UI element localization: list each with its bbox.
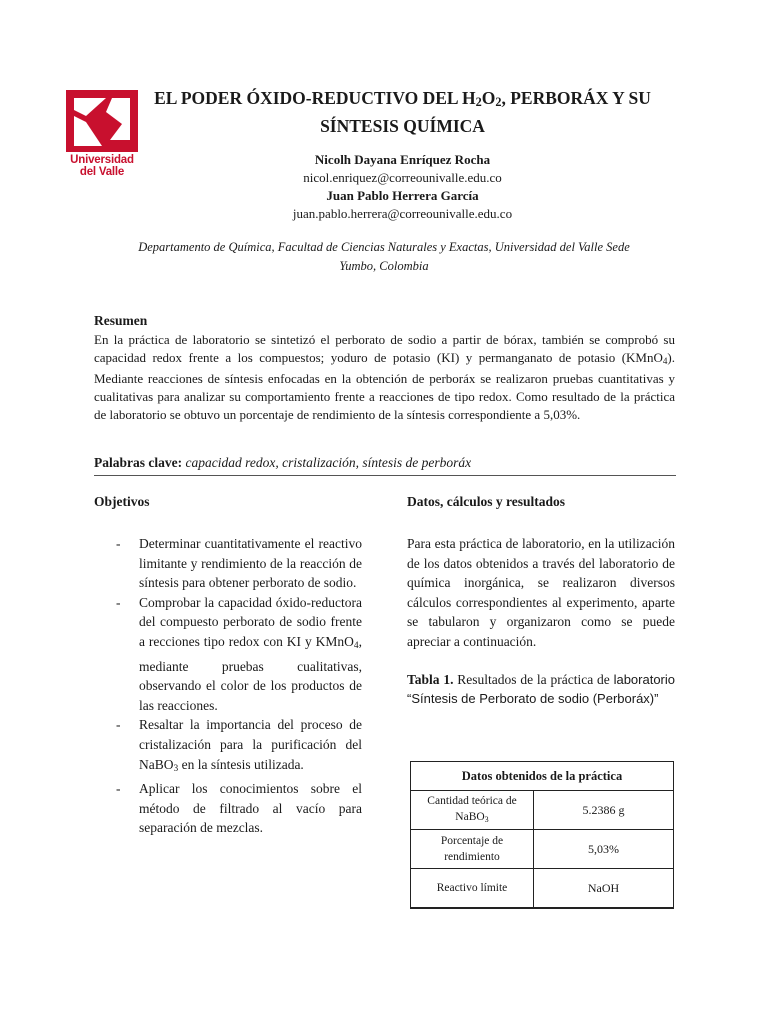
- objective-item: - Comprobar la capacidad óxido-reductora del compuesto perborato de sodio frente a recciones tipo redox con KI y KMnO$_4$, mediante pruebas cualitativas, observando el color de los productos de las reacciones.: [94, 593, 362, 716]
- table-cell-value: NaOH: [534, 869, 674, 909]
- author-email-1[interactable]: nicol.enriquez@correounivalle.edu.co: [303, 170, 502, 185]
- keywords-list: capacidad redox, cristalización, síntesis de perboráx: [185, 455, 472, 470]
- section-divider: [94, 475, 676, 476]
- objective-item: - Resaltar la importancia del proceso de cristalización para la purificación del NaBO$_3$ en la síntesis utilizada.: [94, 715, 362, 779]
- table-caption: Tabla 1. Resultados de la práctica de laboratorio “Síntesis de Perborato de sodio (Perboráx)”: [407, 671, 676, 707]
- logo-text-line2: del Valle: [79, 166, 125, 178]
- logo-text-line1: Universidad: [70, 154, 134, 166]
- objectives-column: [94, 494, 362, 838]
- abstract-text: En la práctica de laboratorio se sintetizó el perborato de sodio a partir de bórax, también se comprobó su capacidad redox frente a los compuestos; yoduro de potasio (KI) y permanganato de potasio (KMnO$_4$). Mediante reacciones de síntesis enfocadas en la obtención de perboráx se realizaron pruebas cuantitativas y cualitativas para analizar su comportamiento frente a reacciones de tipo redox. Como resultado de la práctica de laboratorio se obtuvo un porcentaje de rendimiento de la síntesis correspondiente a 5,03%.: [94, 332, 675, 422]
- author-email-2[interactable]: juan.pablo.herrera@correounivalle.edu.co: [292, 206, 513, 221]
- results-body: Para esta práctica de laboratorio, en la utilización de los datos obtenidos a través del laboratorio de química inorgánica, se realizaron diversos cálculos correspondientes al experimento, aparte se tabularon y organizaron como se puede apreciar a continuación.: [407, 536, 675, 649]
- table-row: [411, 791, 674, 830]
- objective-item: - Determinar cuantitativamente el reactivo limitante y rendimiento de la reacción de síntesis para obtener perborato de sodio.: [94, 534, 362, 593]
- results-heading: Datos, cálculos y resultados: [407, 494, 566, 509]
- table-row: [411, 869, 674, 909]
- abstract-heading: Resumen: [94, 313, 148, 328]
- objectives-heading: Objetivos: [94, 494, 150, 509]
- table-label: Tabla 1.: [407, 671, 454, 687]
- results-column: [407, 494, 675, 709]
- affiliation: Departamento de Química, Facultad de Ciencias Naturales y Exactas, Universidad del Valle Sede Yumbo, Colombia: [138, 240, 630, 273]
- table-cell-value: 5.2386 g: [534, 791, 674, 830]
- author-block: [130, 151, 675, 223]
- table-cell-value: 5,03%: [534, 830, 674, 869]
- table-row: [411, 830, 674, 869]
- table-header: Datos obtenidos de la práctica: [411, 762, 674, 791]
- univalle-logo-mark: [66, 90, 138, 152]
- table-cell-label: Cantidad teórica de NaBO$_3$: [411, 791, 534, 830]
- table-cell-label: Reactivo límite: [411, 869, 534, 909]
- paper-title-line2: SÍNTESIS QUÍMICA: [320, 116, 485, 136]
- university-logo: [66, 90, 138, 178]
- table-cell-label: Porcentaje de rendimiento: [411, 830, 534, 869]
- keywords-heading: Palabras clave:: [94, 455, 183, 470]
- objectives-list: [94, 534, 362, 838]
- paper-title: EL PODER ÓXIDO-REDUCTIVO DEL $H_2O_2$, PERBORÁX Y SU SÍNTESIS QUÍMICA: [130, 86, 675, 138]
- objective-item: - Aplicar los conocimientos sobre el método de filtrado al vacío para separación de mezclas.: [94, 779, 362, 838]
- keywords-line: [94, 455, 675, 471]
- author-name-1: Nicolh Dayana Enríquez Rocha: [314, 152, 491, 167]
- results-table: [410, 761, 674, 909]
- author-name-2: Juan Pablo Herrera García: [326, 188, 479, 203]
- abstract-section: [94, 312, 675, 424]
